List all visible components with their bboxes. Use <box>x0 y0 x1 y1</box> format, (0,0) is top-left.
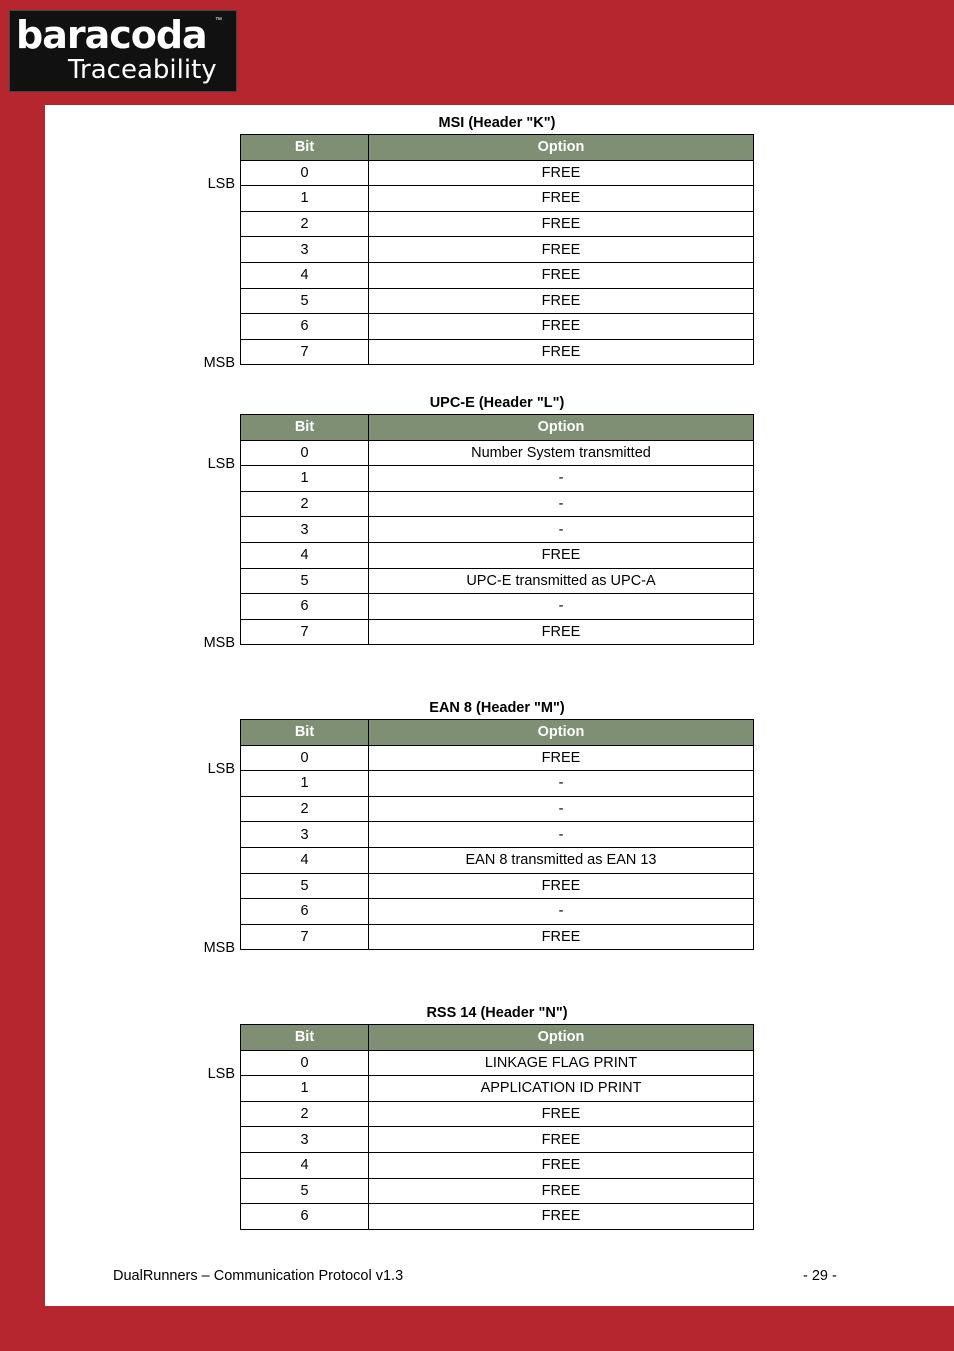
table-row <box>241 1127 754 1153</box>
bit-cell: 4 <box>241 542 369 568</box>
bit-cell: 4 <box>241 262 369 288</box>
bit-cell: 3 <box>241 517 369 543</box>
lsb-label: LSB <box>207 176 235 192</box>
table-row <box>241 568 754 594</box>
option-cell: FREE <box>369 1101 754 1127</box>
bit-header: Bit <box>241 135 369 161</box>
bit-cell: 0 <box>241 745 369 771</box>
table-row <box>241 1178 754 1204</box>
table-row <box>241 339 754 365</box>
table-row <box>241 873 754 899</box>
table-row <box>241 619 754 645</box>
option-header: Option <box>369 415 754 441</box>
bit-cell: 3 <box>241 237 369 263</box>
bit-cell: 5 <box>241 1178 369 1204</box>
bit-cell: 7 <box>241 924 369 950</box>
option-cell: FREE <box>369 873 754 899</box>
option-cell: - <box>369 796 754 822</box>
table-row <box>241 1101 754 1127</box>
table-row <box>241 288 754 314</box>
table-caption: EAN 8 (Header "M") <box>429 700 565 716</box>
option-cell: FREE <box>369 288 754 314</box>
option-cell: - <box>369 491 754 517</box>
option-header: Option <box>369 135 754 161</box>
table-row <box>241 314 754 340</box>
option-cell: FREE <box>369 314 754 340</box>
table-row <box>241 796 754 822</box>
bit-option-table <box>240 414 754 645</box>
table-row <box>241 847 754 873</box>
option-cell: - <box>369 594 754 620</box>
table-row <box>241 822 754 848</box>
bit-cell: 1 <box>241 466 369 492</box>
table-header-row <box>241 415 754 441</box>
bit-cell: 2 <box>241 211 369 237</box>
bit-cell: 5 <box>241 568 369 594</box>
document-page <box>45 105 954 1306</box>
bit-cell: 5 <box>241 288 369 314</box>
option-cell: FREE <box>369 160 754 186</box>
table-row <box>241 211 754 237</box>
table-row <box>241 594 754 620</box>
bit-cell: 7 <box>241 619 369 645</box>
bit-header: Bit <box>241 720 369 746</box>
bit-cell: 3 <box>241 1127 369 1153</box>
bit-cell: 7 <box>241 339 369 365</box>
table-row <box>241 491 754 517</box>
option-cell: FREE <box>369 186 754 212</box>
table-caption: MSI (Header "K") <box>438 115 556 131</box>
bit-cell: 1 <box>241 186 369 212</box>
option-cell: FREE <box>369 1127 754 1153</box>
table-row <box>241 1204 754 1230</box>
bit-cell: 4 <box>241 1152 369 1178</box>
option-cell: - <box>369 466 754 492</box>
bit-cell: 6 <box>241 1204 369 1230</box>
option-header: Option <box>369 1025 754 1051</box>
table-row <box>241 1076 754 1102</box>
option-cell: FREE <box>369 237 754 263</box>
option-cell: - <box>369 517 754 543</box>
baracoda-logo <box>9 10 237 92</box>
msb-label: MSB <box>203 355 235 371</box>
table-row <box>241 186 754 212</box>
table-row <box>241 745 754 771</box>
table-header-row <box>241 135 754 161</box>
bit-cell: 5 <box>241 873 369 899</box>
bit-cell: 6 <box>241 899 369 925</box>
table-row <box>241 1050 754 1076</box>
option-cell: FREE <box>369 1152 754 1178</box>
msb-label: MSB <box>203 940 235 956</box>
option-cell: FREE <box>369 262 754 288</box>
bit-cell: 2 <box>241 491 369 517</box>
option-cell: FREE <box>369 339 754 365</box>
option-cell: APPLICATION ID PRINT <box>369 1076 754 1102</box>
logo-sub-text: Traceability <box>68 55 217 85</box>
option-cell: EAN 8 transmitted as EAN 13 <box>369 847 754 873</box>
logo-trademark: ™ <box>215 17 222 24</box>
table-row <box>241 899 754 925</box>
option-cell: FREE <box>369 745 754 771</box>
bit-cell: 0 <box>241 160 369 186</box>
bit-cell: 2 <box>241 1101 369 1127</box>
table-row <box>241 771 754 797</box>
bit-header: Bit <box>241 1025 369 1051</box>
msb-label: MSB <box>203 635 235 651</box>
option-cell: LINKAGE FLAG PRINT <box>369 1050 754 1076</box>
option-cell: FREE <box>369 924 754 950</box>
option-cell: Number System transmitted <box>369 440 754 466</box>
bit-cell: 2 <box>241 796 369 822</box>
option-cell: FREE <box>369 211 754 237</box>
table-row <box>241 542 754 568</box>
bit-option-table <box>240 134 754 365</box>
table-header-row <box>241 1025 754 1051</box>
lsb-label: LSB <box>207 456 235 472</box>
table-row <box>241 237 754 263</box>
option-cell: FREE <box>369 1178 754 1204</box>
table-row <box>241 1152 754 1178</box>
table-row <box>241 517 754 543</box>
option-cell: FREE <box>369 1204 754 1230</box>
option-cell: FREE <box>369 542 754 568</box>
logo-brand-text: baracoda <box>16 13 207 57</box>
bit-cell: 1 <box>241 771 369 797</box>
option-cell: FREE <box>369 619 754 645</box>
option-cell: - <box>369 822 754 848</box>
bit-cell: 1 <box>241 1076 369 1102</box>
table-caption: UPC-E (Header "L") <box>429 395 565 411</box>
table-row <box>241 466 754 492</box>
table-row <box>241 440 754 466</box>
bit-cell: 0 <box>241 440 369 466</box>
bit-cell: 0 <box>241 1050 369 1076</box>
table-header-row <box>241 720 754 746</box>
bit-option-table <box>240 1024 754 1230</box>
option-cell: - <box>369 899 754 925</box>
bit-option-table <box>240 719 754 950</box>
table-caption: RSS 14 (Header "N") <box>426 1005 568 1021</box>
footer-document-title: DualRunners – Communication Protocol v1.3 <box>113 1268 404 1284</box>
footer-page-number: - 29 - <box>803 1268 837 1284</box>
table-row <box>241 160 754 186</box>
lsb-label: LSB <box>207 1066 235 1082</box>
option-header: Option <box>369 720 754 746</box>
bit-cell: 6 <box>241 314 369 340</box>
option-cell: UPC-E transmitted as UPC-A <box>369 568 754 594</box>
lsb-label: LSB <box>207 761 235 777</box>
bit-header: Bit <box>241 415 369 441</box>
option-cell: - <box>369 771 754 797</box>
bit-cell: 6 <box>241 594 369 620</box>
bit-cell: 4 <box>241 847 369 873</box>
table-row <box>241 924 754 950</box>
table-row <box>241 262 754 288</box>
bit-cell: 3 <box>241 822 369 848</box>
